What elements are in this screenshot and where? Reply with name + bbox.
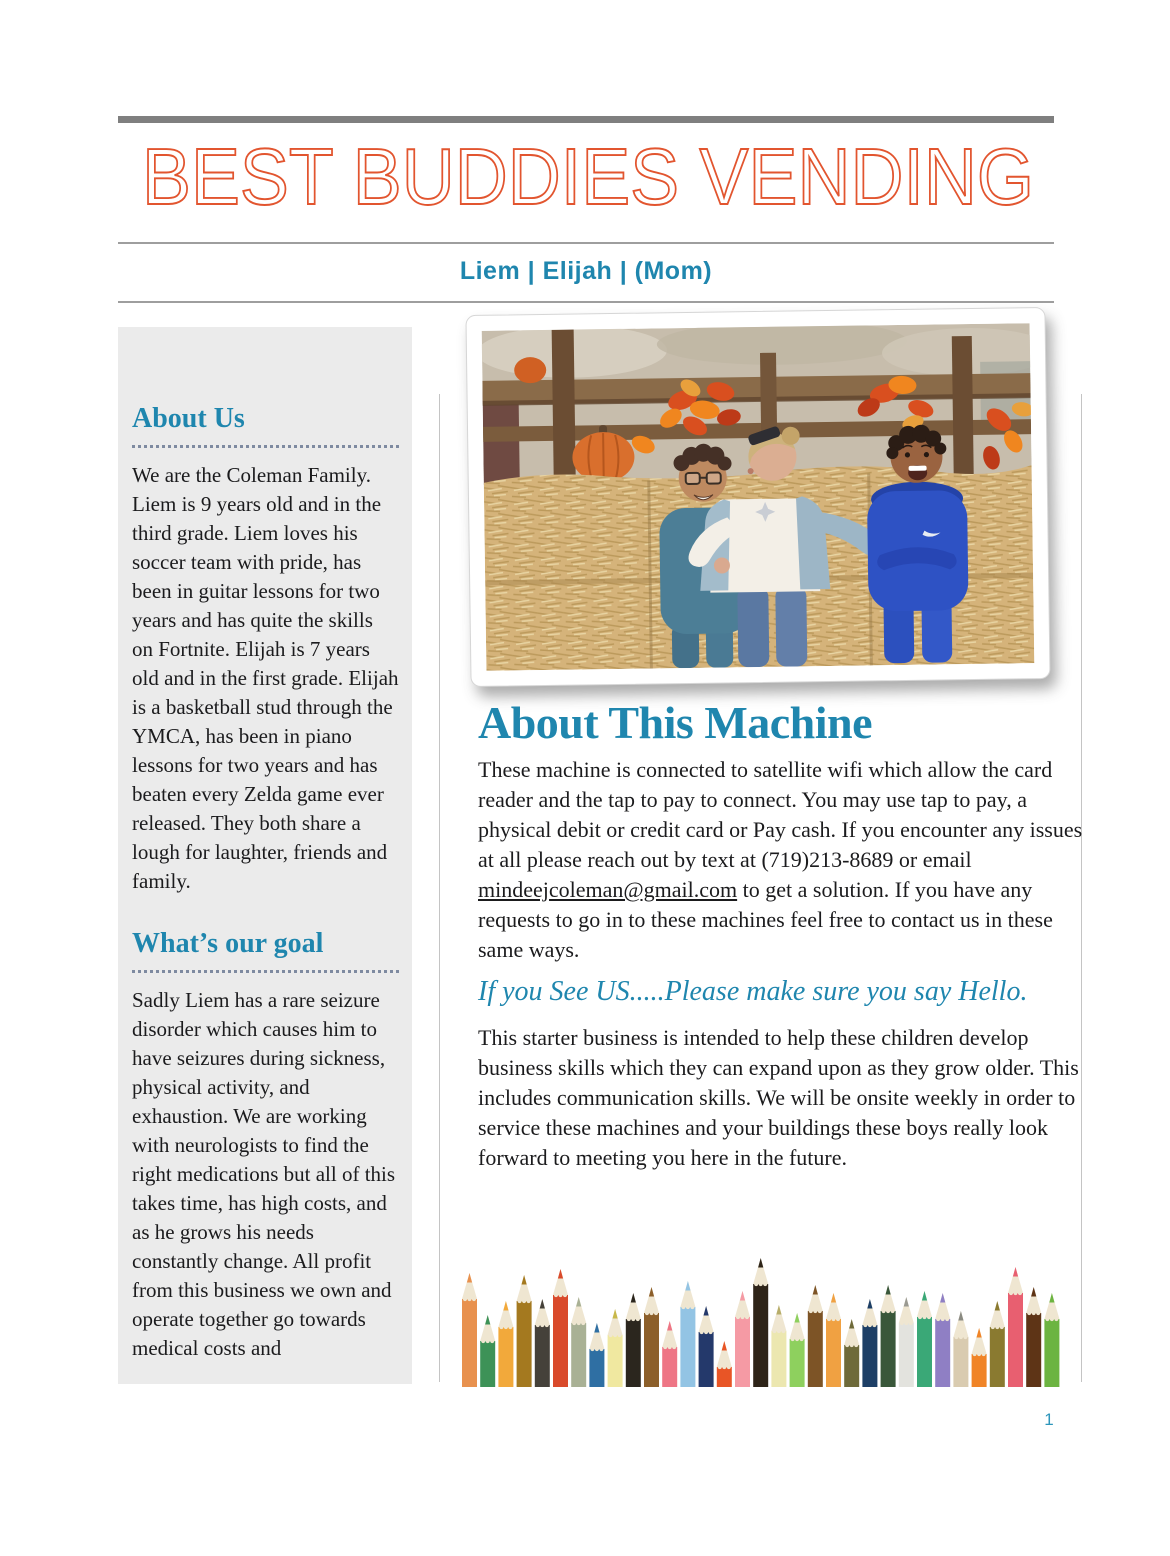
divider-under-byline bbox=[118, 301, 1054, 303]
family-photo bbox=[465, 307, 1050, 687]
starter-business-paragraph: This starter business is intended to help these children develop business skills which they can expand upon as they grow older. This includes communication skills. We will be onsite weekly in order to service these machines and your buildings these boys really look forward to meeting you here in the future. bbox=[478, 1025, 1079, 1170]
page-title bbox=[138, 144, 1038, 220]
sidebar-about-us-text: We are the Coleman Family. Liem is 9 years old and in the third grade. Liem loves his soccer team with pride, has been in guitar lessons for two years and has quite the skills on Fortnite. Elijah is 7 years old and in the first grade. Elijah is a basketball stud through the YMCA, has been in piano lessons for two years and has beaten every Zelda game ever released. They both share a lough for laughter, friends and family. bbox=[132, 463, 399, 893]
say-hello-callout: If you See US.....Please make sure you say Hello. bbox=[478, 976, 1028, 1007]
sidebar-goal-text: Sadly Liem has a rare seizure disorder which causes him to have seizures during sickness, physical activity, and exhaustion. We are working with neurologists to find the right medications but all of this takes time, has high costs, and as he grows his needs constantly change. All profit from this business we own and operate together go towards medical costs and bbox=[132, 988, 396, 1360]
page-number: 1 bbox=[1044, 1410, 1054, 1429]
machine-text-3: to get a solution. If you have any requests to go in to these machines feel free to contact us in these same ways. bbox=[478, 877, 1053, 962]
colored-pencils-illustration bbox=[462, 1242, 1062, 1387]
family-photo-image bbox=[482, 323, 1035, 671]
machine-paragraph bbox=[478, 755, 1092, 965]
machine-text-1: These machine is connected to satellite wifi which allow the card reader and the tap to pay to connect. You may use tap to pay, a physical debit or credit card or Pay cash. If you encounter any issues at all please reach out by text at bbox=[478, 757, 1083, 872]
dotted-rule bbox=[132, 444, 399, 448]
phone-number: (719)213-8689 bbox=[761, 847, 894, 872]
sidebar-heading-goal: What’s our goal bbox=[132, 928, 324, 959]
byline: Liem | Elijah | (Mom) bbox=[459, 257, 713, 285]
page-title-text: BEST BUDDIES VENDING bbox=[142, 144, 1034, 220]
main-heading: About This Machine bbox=[478, 697, 873, 748]
column-rule-left bbox=[439, 394, 440, 1382]
dotted-rule bbox=[132, 969, 399, 973]
sidebar bbox=[118, 327, 412, 1384]
divider-under-title bbox=[118, 242, 1054, 244]
machine-text-2: or email bbox=[893, 847, 972, 872]
sidebar-heading-about-us: About Us bbox=[132, 403, 245, 434]
email-link[interactable]: mindeejcoleman@gmail.com bbox=[478, 877, 738, 902]
header-top-bar bbox=[118, 116, 1054, 123]
